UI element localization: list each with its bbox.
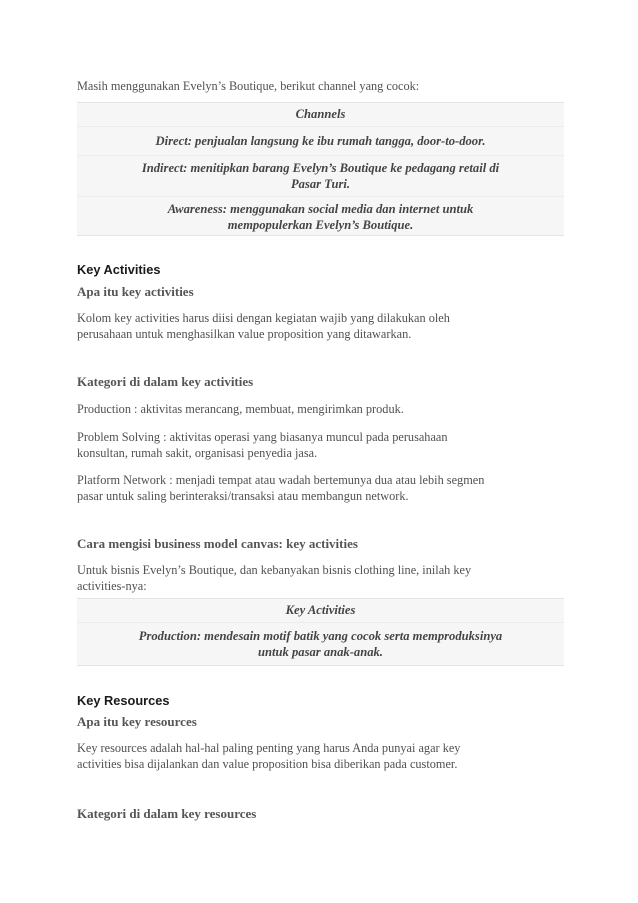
channels-awareness-line2: mempopulerkan Evelyn’s Boutique. [227,218,414,232]
key-activities-box [77,598,564,666]
key-activities-what-heading: Apa itu key activities [77,284,194,299]
intro-text: Masih menggunakan Evelyn’s Boutique, berikut channel yang cocok: [77,79,420,93]
category-problem-line2: konsultan, rumah sakit, organisasi penyedia jasa. [77,446,318,460]
channels-direct: Direct: penjualan langsung ke ibu rumah tangga, door-to-door. [155,134,486,148]
category-problem-line1: Problem Solving : aktivitas operasi yang biasanya muncul pada perusahaan [77,430,448,444]
key-resources-what-heading: Apa itu key resources [77,714,197,729]
key-activities-how-text-line1: Untuk bisnis Evelyn’s Boutique, dan kebanyakan bisnis clothing line, inilah key [77,563,472,577]
category-platform-line1: Platform Network : menjadi tempat atau wadah bertemunya dua atau lebih segmen [77,473,485,487]
key-activities-how-heading: Cara mengisi business model canvas: key activities [77,536,358,551]
category-platform-line2: pasar untuk saling berinteraksi/transaksi atau membangun network. [77,489,409,503]
channels-box-title: Channels [295,107,346,121]
key-resources-heading: Key Resources [77,693,170,708]
category-production: Production : aktivitas merancang, membuat, mengirimkan produk. [77,402,404,416]
key-activities-category-heading: Kategori di dalam key activities [77,374,254,389]
key-resources-category-heading: Kategori di dalam key resources [77,806,257,821]
key-activities-heading: Key Activities [77,262,161,277]
key-activities-box-line1: Production: mendesain motif batik yang cocok serta memproduksinya [138,629,503,643]
key-activities-box-title: Key Activities [285,603,356,617]
key-resources-what-text-line2: activities bisa dijalankan dan value proposition bisa diberikan pada customer. [77,757,458,771]
key-activities-box-line2: untuk pasar anak-anak. [258,645,383,659]
key-resources-what-text-line1: Key resources adalah hal-hal paling penting yang harus Anda punyai agar key [77,741,461,755]
key-activities-what-text-line1: Kolom key activities harus diisi dengan kegiatan wajib yang dilakukan oleh [77,311,450,325]
key-activities-how-text-line2: activities-nya: [77,579,147,593]
channels-indirect-line2: Pasar Turi. [290,177,350,191]
channels-indirect-line1: Indirect: menitipkan barang Evelyn’s Boutique ke pedagang retail di [141,161,500,175]
key-activities-what-text-line2: perusahaan untuk menghasilkan value proposition yang ditawarkan. [77,327,412,341]
channels-awareness-line1: Awareness: menggunakan social media dan internet untuk [167,202,474,216]
channels-box [77,102,564,236]
